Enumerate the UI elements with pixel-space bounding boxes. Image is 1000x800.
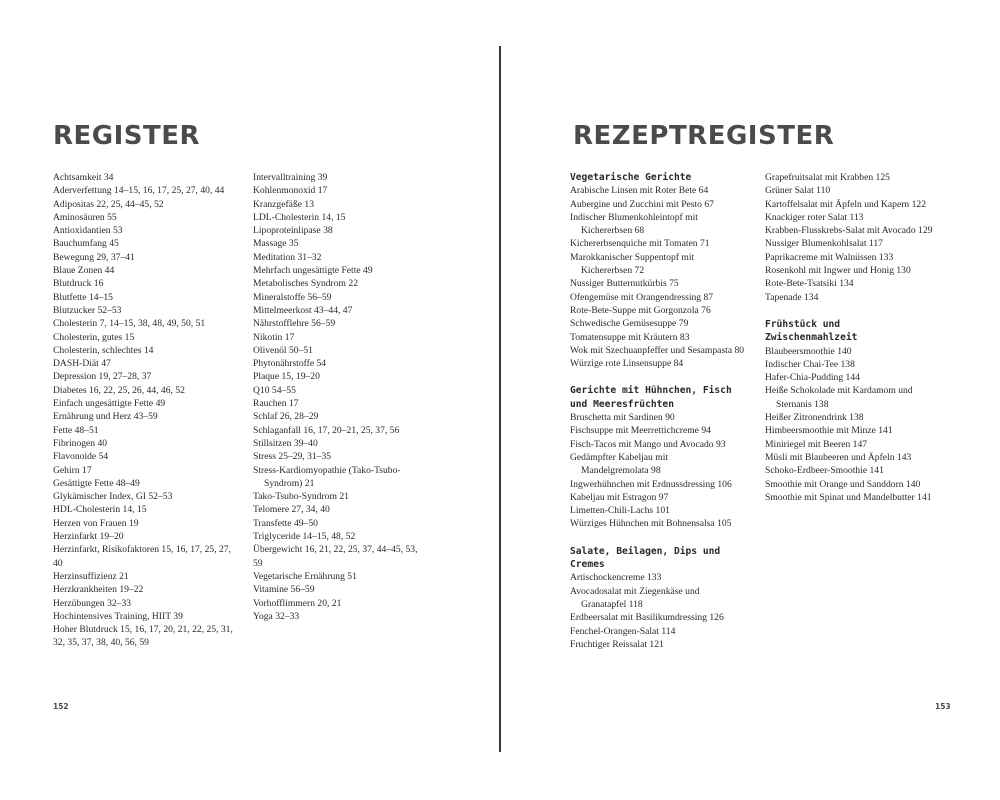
index-entry: Herzkrankheiten 19–22 — [53, 584, 144, 596]
recipe-entry: Limetten-Chili-Lachs 101 — [570, 505, 670, 517]
index-entry: Einfach ungesättigte Fette 49 — [53, 398, 166, 410]
recipe-entry: Blaubeersmoothie 140 — [765, 345, 852, 357]
recipe-entry: Tomatensuppe mit Kräutern 83 — [570, 331, 690, 343]
index-entry: Adipositas 22, 25, 44–45, 52 — [53, 198, 164, 210]
index-entry: Massage 35 — [253, 238, 299, 250]
index-entry: Übergewicht 16, 21, 22, 25, 37, 44–45, 53, — [253, 544, 418, 556]
recipe-entry-continuation: Sternanis 138 — [776, 398, 829, 410]
index-entry: Herzen von Frauen 19 — [53, 517, 139, 529]
section-heading: Vegetarische Gerichte — [570, 172, 692, 183]
index-entry: Ernährung und Herz 43–59 — [53, 411, 158, 423]
index-entry: Depression 19, 27–28, 37 — [53, 371, 152, 383]
index-entry: Blutfette 14–15 — [53, 291, 113, 303]
recipe-entry: Artischockencreme 133 — [570, 572, 662, 584]
recipe-column-1 — [570, 171, 744, 665]
recipe-entry: Marokkanischer Suppentopf mit — [570, 251, 695, 263]
index-entry: HDL-Cholesterin 14, 15 — [53, 504, 147, 516]
recipe-entry: Grüner Salat 110 — [765, 185, 831, 197]
recipe-entry-continuation: Kichererbsen 72 — [581, 265, 645, 277]
index-entry: Kohlenmonoxid 17 — [253, 185, 328, 197]
index-entry: Hoher Blutdruck 15, 16, 17, 20, 21, 22, 25, 31, — [53, 624, 233, 636]
recipe-entry: Grapefruitsalat mit Krabben 125 — [765, 172, 890, 183]
index-entry: Telomere 27, 34, 40 — [253, 504, 330, 516]
index-entry: Mineralstoffe 56–59 — [253, 291, 332, 303]
recipe-column-2 — [765, 171, 932, 518]
book-spine-divider — [499, 46, 501, 752]
recipe-section-breakfast — [765, 318, 932, 504]
index-entry: Schlaf 26, 28–29 — [253, 411, 319, 423]
index-entry: Achtsamkeit 34 — [53, 172, 114, 183]
index-entry: Stillsitzen 39–40 — [253, 437, 318, 449]
index-entry: Diabetes 16, 22, 25, 26, 44, 46, 52 — [53, 384, 185, 396]
index-entry: Triglyceride 14–15, 48, 52 — [253, 531, 356, 543]
index-entry: Olivenöl 50–51 — [253, 344, 313, 356]
recipe-entry: Gedämpfter Kabeljau mit — [570, 451, 669, 463]
recipe-entry: Ingwerhühnchen mit Erdnussdressing 106 — [570, 478, 732, 490]
index-entry: Meditation 31–32 — [253, 251, 322, 263]
index-entry: Vegetarische Ernährung 51 — [253, 570, 357, 582]
index-entry: Herzinsuffizienz 21 — [53, 570, 129, 582]
recipe-entry: Schoko-Erdbeer-Smoothie 141 — [765, 465, 884, 477]
register-column-1 — [53, 171, 233, 650]
recipe-section-poultry-fish — [570, 384, 744, 530]
index-entry: Bauchumfang 45 — [53, 238, 119, 250]
recipe-entry: Tapenade 134 — [765, 291, 819, 303]
recipe-entry: Schwedische Gemüsesuppe 79 — [570, 318, 689, 330]
recipe-entry: Kabeljau mit Estragon 97 — [570, 491, 669, 503]
recipe-entry: Fenchel-Orangen-Salat 114 — [570, 625, 676, 637]
recipe-entry: Hafer-Chia-Pudding 144 — [765, 372, 860, 384]
index-entry: Lipoproteinlipase 38 — [253, 225, 333, 237]
index-entry: Nikotin 17 — [253, 331, 295, 343]
index-entry: Yoga 32–33 — [253, 610, 300, 622]
recipe-entry: Heiße Schokolade mit Kardamom und — [765, 385, 913, 397]
index-entry: Kranzgefäße 13 — [253, 198, 314, 210]
index-entry: Intervalltraining 39 — [253, 172, 328, 183]
index-entry: DASH-Diät 47 — [53, 358, 111, 370]
section-heading: Zwischenmahlzeit — [765, 332, 858, 344]
index-entry: Fette 48–51 — [53, 424, 99, 436]
recipe-entry: Würziges Hühnchen mit Bohnensalsa 105 — [570, 518, 732, 530]
index-entry: Tako-Tsubo-Syndrom 21 — [253, 491, 349, 503]
index-entry: Bewegung 29, 37–41 — [53, 251, 135, 263]
recipe-entry: Kartoffelsalat mit Äpfeln und Kapern 122 — [765, 198, 927, 210]
recipe-entry: Kichererbsenquiche mit Tomaten 71 — [570, 238, 710, 250]
recipe-entry: Krabben-Flusskrebs-Salat mit Avocado 129 — [765, 225, 933, 237]
right-page-number: 153 — [935, 702, 951, 711]
index-entry: Metabolisches Syndrom 22 — [253, 278, 358, 290]
index-entry: Flavonoide 54 — [53, 451, 109, 463]
index-entry: Gehirn 17 — [53, 464, 92, 476]
index-entry: 40 — [53, 557, 63, 569]
index-entry: Vitamine 56–59 — [253, 584, 315, 596]
recipe-entry: Smoothie mit Orange und Sanddorn 140 — [765, 478, 921, 490]
index-entry: Aminosäuren 55 — [53, 211, 117, 223]
index-entry: Nährstofflehre 56–59 — [253, 318, 336, 330]
section-heading: Cremes — [570, 559, 605, 571]
index-entry: Schlaganfall 16, 17, 20–21, 25, 37, 56 — [253, 424, 400, 436]
index-entry: Glykämischer Index, GI 52–53 — [53, 491, 173, 503]
recipe-section-salads — [570, 545, 744, 651]
recipe-entry: Indischer Chai-Tee 138 — [765, 358, 855, 370]
index-entry: Vorhofflimmern 20, 21 — [253, 597, 342, 609]
index-entry: Blutzucker 52–53 — [53, 304, 122, 316]
index-entry: Cholesterin 7, 14–15, 38, 48, 49, 50, 51 — [53, 318, 206, 330]
section-heading: und Meeresfrüchten — [570, 398, 674, 410]
section-heading: Salate, Beilagen, Dips und — [570, 545, 721, 557]
index-entry: Blutdruck 16 — [53, 278, 104, 290]
index-entry: 32, 35, 37, 38, 40, 56, 59 — [53, 637, 149, 649]
recipe-entry: Aubergine und Zucchini mit Pesto 67 — [570, 198, 714, 210]
index-entry: Antioxidantien 53 — [53, 225, 123, 237]
recipe-entry: Wok mit Szechuanpfeffer und Sesampasta 80 — [570, 344, 745, 356]
index-entry: Transfette 49–50 — [253, 517, 318, 529]
index-entry: Stress-Kardiomyopathie (Tako-Tsubo- — [253, 464, 401, 476]
recipe-entry: Knackiger roter Salat 113 — [765, 211, 864, 223]
recipe-entry: Ofengemüse mit Orangendressing 87 — [570, 291, 714, 303]
index-entry: Herzinfarkt, Risikofaktoren 15, 16, 17, 25, 27, — [53, 544, 231, 556]
index-entry: Plaque 15, 19–20 — [253, 371, 320, 383]
recipe-entry: Paprikacreme mit Walnüssen 133 — [765, 251, 894, 263]
recipe-entry: Rote-Bete-Suppe mit Gorgonzola 76 — [570, 304, 711, 316]
recipe-entry: Nussiger Blumenkohlsalat 117 — [765, 238, 883, 250]
index-entry: Phytonährstoffe 54 — [253, 358, 327, 370]
recipe-entry-continuation: Mandelgremolata 98 — [581, 465, 661, 477]
recipe-entry: Fisch-Tacos mit Mango und Avocado 93 — [570, 438, 726, 450]
index-entry: Herzübungen 32–33 — [53, 597, 132, 609]
index-entry: Cholesterin, schlechtes 14 — [53, 344, 154, 356]
recipe-entry: Avocadosalat mit Ziegenkäse und — [570, 585, 700, 597]
left-page-number: 152 — [53, 702, 69, 711]
right-page-title: REZEPTREGISTER — [573, 121, 835, 151]
index-entry: Mittelmeerkost 43–44, 47 — [253, 304, 353, 316]
recipe-entry: Erdbeersalat mit Basilikumdressing 126 — [570, 612, 724, 624]
recipe-entry-continuation: Granatapfel 118 — [581, 598, 643, 610]
index-entry: Cholesterin, gutes 15 — [53, 331, 135, 343]
recipe-entry: Müsli mit Blaubeeren und Äpfeln 143 — [765, 451, 912, 463]
section-heading: Frühstück und — [765, 318, 841, 330]
recipe-entry-continuation: Kichererbsen 68 — [581, 225, 645, 237]
recipe-entry: Würzige rote Linsensuppe 84 — [570, 358, 684, 370]
recipe-entry: Fruchtiger Reissalat 121 — [570, 638, 664, 650]
index-entry: Gesättigte Fette 48–49 — [53, 477, 140, 489]
recipe-entry: Rosenkohl mit Ingwer und Honig 130 — [765, 265, 911, 277]
index-entry: Rauchen 17 — [253, 398, 299, 410]
recipe-entry: Arabische Linsen mit Roter Bete 64 — [570, 185, 709, 197]
recipe-entry: Nussiger Butternutkürbis 75 — [570, 278, 679, 290]
left-page-title: REGISTER — [53, 121, 201, 151]
index-entry-continuation: Syndrom) 21 — [264, 477, 315, 489]
recipe-entry: Fischsuppe mit Meerrettichcreme 94 — [570, 425, 711, 437]
recipe-section-salads-continued — [765, 171, 932, 304]
index-entry: LDL-Cholesterin 14, 15 — [253, 211, 346, 223]
register-column-2 — [253, 171, 418, 623]
index-entry: Herzinfarkt 19–20 — [53, 531, 124, 543]
recipe-entry: Smoothie mit Spinat und Mandelbutter 141 — [765, 491, 932, 503]
recipe-entry: Rote-Bete-Tsatsiki 134 — [765, 278, 854, 290]
recipe-entry: Himbeersmoothie mit Minze 141 — [765, 425, 893, 437]
index-entry: 59 — [253, 557, 263, 569]
index-entry: Blaue Zonen 44 — [53, 265, 115, 277]
index-entry: Hochintensives Training, HIIT 39 — [53, 610, 183, 622]
section-heading: Gerichte mit Hühnchen, Fisch — [570, 385, 732, 397]
index-entry: Q10 54–55 — [253, 384, 296, 396]
index-entry: Mehrfach ungesättigte Fette 49 — [253, 265, 373, 277]
index-entry: Fibrinogen 40 — [53, 437, 108, 449]
recipe-entry: Miniriegel mit Beeren 147 — [765, 438, 868, 450]
index-entry: Aderverfettung 14–15, 16, 17, 25, 27, 40, 44 — [53, 185, 225, 197]
recipe-entry: Heißer Zitronendrink 138 — [765, 412, 864, 424]
recipe-entry: Indischer Blumenkohleintopf mit — [570, 211, 698, 223]
recipe-section-vegetarian — [570, 171, 744, 370]
index-entry: Stress 25–29, 31–35 — [253, 451, 332, 463]
recipe-entry: Bruschetta mit Sardinen 90 — [570, 412, 675, 424]
